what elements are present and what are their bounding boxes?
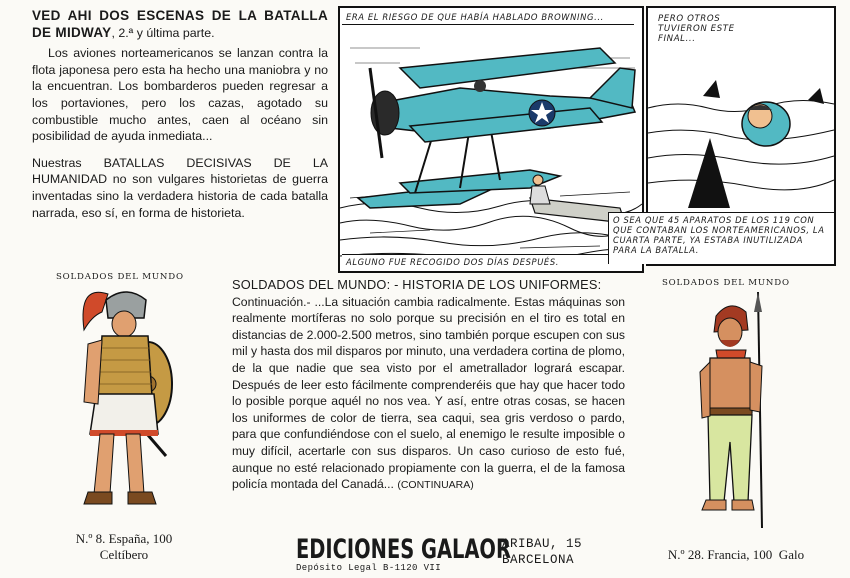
address-street: ARIBAU, 15 <box>502 537 583 551</box>
uniforms-body: Continuación.- ...La situación cambia radicalmente. Estas máquinas son realmente mortíferas no solo porque su precisión en el tiro es total en distancias de 2.000-2.500 metros, sino también porque escupen con sus mil y hasta dos mil disparos por minuto, una verdadera cortina de plomo, de la que nadie que sea visto por el ametrallador logrará escapar. Después de leer esto fácilmente comprenderéis que hay que hacer todo lo posible porque aquél no nos vea. Y así, entre otras cosas, se hacen los uniformes de color de tierra, sea caqui, sea gris verdoso o pardo, para que confundiéndose con el suelo, al enemigo le resulte imposible o muy difícil, acertarle con sus disparos. Un caso curioso de esto fué, aunque no esté relacionado propiamente con la guerra, el de la famosa policía montada del Canadá... (CONTINUARA) <box>232 294 625 492</box>
address-city: BARCELONA <box>502 553 575 567</box>
uniforms-article <box>232 277 625 494</box>
uniforms-lead: Continuación.- ... <box>232 294 325 309</box>
comic-panel-shark <box>613 6 836 266</box>
gaul-soldier-illustration <box>692 292 802 528</box>
intro-heading: VED AHI DOS ESCENAS DE LA BATALLA DE MIDWAY, 2.ª y última parte. <box>32 8 328 40</box>
left-figure-caption <box>56 531 192 563</box>
publisher-address <box>502 536 582 568</box>
intro-paragraph-1: Los aviones norteamericanos se lanzan contra la flota japonesa pero esta ha hecho una maniobra y no la encuentran. Los bombarderos pueden regresar a los portaviones, pero los cazas, agotado su combustible mucho antes, caen al océano sin posibilidad de ayuda inmediata... <box>32 46 328 144</box>
battle-name: BATALLA DE MIDWAY <box>32 8 328 40</box>
right-figure-caption: N.º 28. Francia, 100 Galo <box>667 547 805 562</box>
left-figure-caption-line-1: N.º 8. España, 100 <box>75 531 173 546</box>
legal-deposit: Depósito Legal B-1120 VII <box>296 563 442 573</box>
panel-2-bottom-caption: O SEA QUE 45 APARATOS DE LOS 119 CON QUE CONTABAN LOS NORTEAMERICANOS, LA CUARTA PARTE, YA ESTABA INUTILIZADA PARA LA BATALLA. <box>608 212 834 264</box>
panel-2-top-caption: PERO OTROS TUVIERON ESTE FINAL... <box>654 12 772 46</box>
intro-paragraph-2: Nuestras BATALLAS DECISIVAS DE LA HUMANIDAD no son vulgares historietas de guerra inventadas sino la verdadera historia de cada batalla narrada, eso sí, en forma de historieta. <box>32 155 328 220</box>
left-figure-caption-line-2: Celtíbero <box>99 547 149 562</box>
comic-panel-seaplane <box>338 6 644 273</box>
uniforms-title: SOLDADOS DEL MUNDO: - HISTORIA DE LOS UNIFORMES: <box>232 277 602 292</box>
left-figure-header: SOLDADOS DEL MUNDO <box>56 272 184 282</box>
panel-1-top-caption: ERA EL RIESGO DE QUE HABÍA HABLADO BROWNING... <box>342 10 634 25</box>
uniforms-continues: (CONTINUARA) <box>397 479 474 492</box>
seaplane-illustration <box>340 8 642 271</box>
panel-1-bottom-caption: ALGUNO FUE RECOGIDO DOS DÍAS DESPUÉS. <box>342 254 636 269</box>
right-figure-header: SOLDADOS DEL MUNDO <box>662 278 790 288</box>
publisher-name: EDICIONES GALAOR <box>296 534 511 565</box>
intro-text <box>32 8 328 221</box>
celtiberian-soldier-illustration <box>48 284 178 524</box>
